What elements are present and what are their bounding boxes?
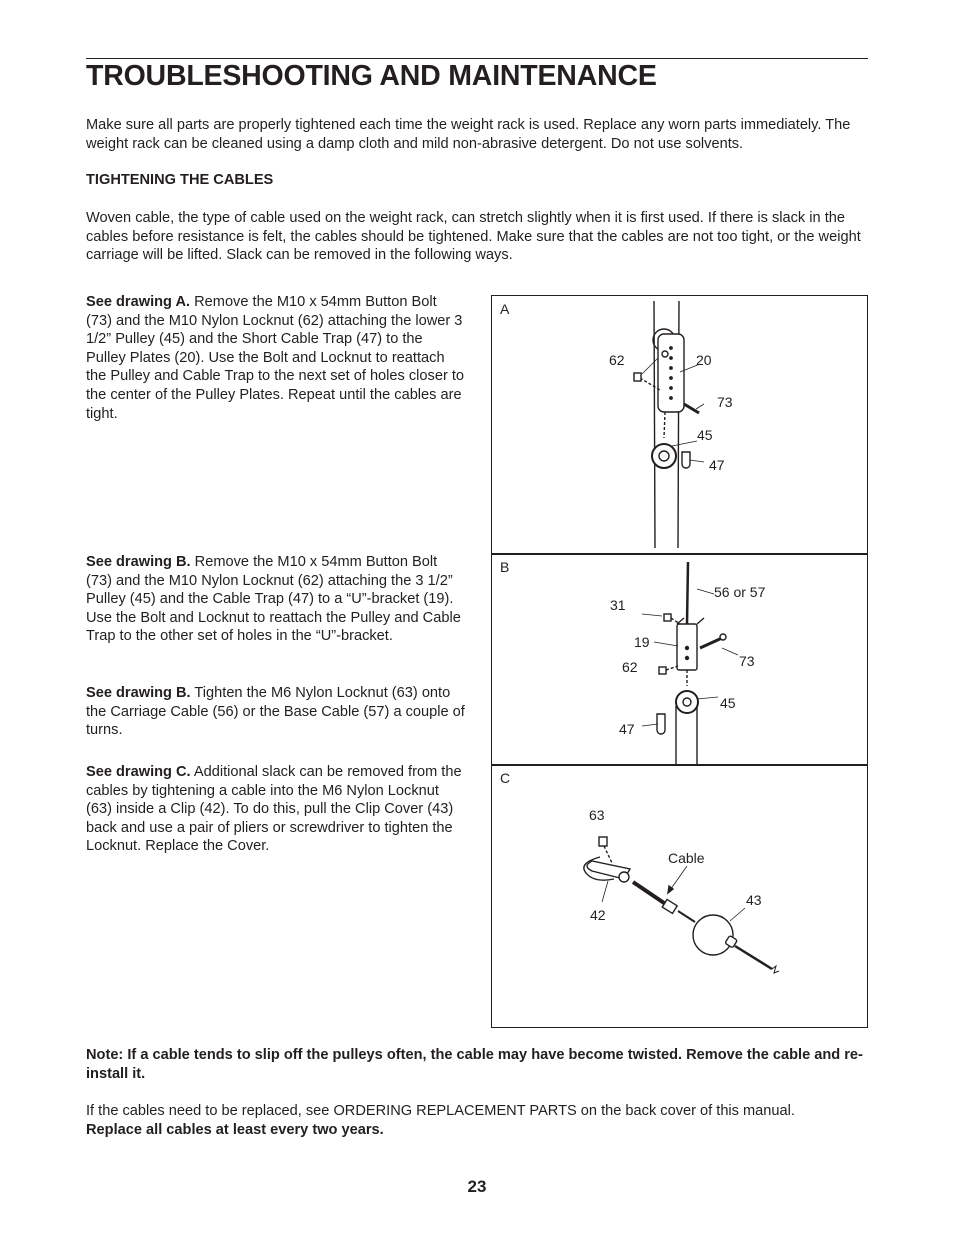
- cables-paragraph: Woven cable, the type of cable used on the weight rack, can stretch slightly when it is first used. If there is slack in the cables before resistance is felt, the cables should be tightened. Make sure that the cables are not too tight, or the weight carriage will be lifted. Slack can be removed in the following ways.: [86, 210, 861, 264]
- step-drawing-b-pulley: See drawing B. Remove the M10 x 54mm Button Bolt (73) and the M10 Nylon Locknut (62) attaching the 3 1/2” Pulley (45) and the Cable Trap (47) to a “U”-bracket (19). Use the Bolt and Locknut to reattach the Pulley and Cable Trap to the other set of holes in the “U”-bracket.: [86, 554, 461, 645]
- drawing-b-letter: B: [500, 559, 510, 575]
- drawing-c: [491, 764, 868, 1028]
- drawing-c-illustration: [492, 765, 866, 1026]
- bolt-73: [700, 638, 722, 648]
- note-paragraph: Note: If a cable tends to slip off the pulleys often, the cable may have become twisted. Remove the cable and re-install it.: [86, 1047, 863, 1082]
- cable: [735, 946, 772, 969]
- cable-trap-47: [682, 452, 690, 468]
- step-drawing-b-locknut: See drawing B. Tighten the M6 Nylon Locknut (63) onto the Carriage Cable (56) or the Base Cable (57) a couple of turns.: [86, 685, 465, 739]
- label-56-or-57: 56 or 57: [714, 584, 766, 600]
- label-42: 42: [590, 907, 606, 923]
- label-19: 19: [634, 634, 650, 650]
- step-drawing-c: See drawing C. Additional slack can be removed from the cables by tightening a cable into the M6 Nylon Locknut (63) inside a Clip (42). To do this, pull the Clip Cover (43) back and use a pair of pliers or screwdriver to tighten the Locknut. Replace the Cover.: [86, 764, 462, 855]
- lower-pulley: [652, 444, 676, 468]
- section-heading: TIGHTENING THE CABLES: [86, 172, 274, 188]
- label-45: 45: [720, 695, 736, 711]
- label-62: 62: [609, 352, 625, 368]
- replacement-paragraph: If the cables need to be replaced, see ORDERING REPLACEMENT PARTS on the back cover of this manual. Replace all cables at least every two years.: [86, 1103, 795, 1138]
- label-31: 31: [610, 597, 626, 613]
- locknut-63: [599, 837, 607, 846]
- clip-cover-43: [693, 915, 733, 955]
- label-62: 62: [622, 659, 638, 675]
- locknut-62: [659, 667, 666, 674]
- drawing-b: [491, 553, 868, 766]
- label-47: 47: [619, 721, 635, 737]
- pulley-plate: [658, 334, 684, 412]
- label-45: 45: [697, 427, 713, 443]
- label-73: 73: [739, 653, 755, 669]
- drawing-a-illustration: [492, 296, 866, 553]
- drawing-a-letter: A: [500, 301, 510, 317]
- locknut-62: [634, 373, 641, 381]
- page-number: 23: [467, 1177, 487, 1196]
- pulley-45: [676, 691, 698, 713]
- carriage-cable: [687, 562, 688, 624]
- drawing-a: [491, 295, 868, 555]
- cable-trap-47: [657, 714, 665, 734]
- label-73: 73: [717, 394, 733, 410]
- step-drawing-a: See drawing A. Remove the M10 x 54mm Button Bolt (73) and the M10 Nylon Locknut (62) attaching the lower 3 1/2” Pulley (45) and the Short Cable Trap (47) to the Pulley Plates (20). Use the Bolt and Locknut to reattach the Pulley and Cable Trap to the next set of holes closer to the center of the Pulley Plates. Repeat until the cables are tight.: [86, 294, 465, 422]
- top-rule: [86, 58, 868, 59]
- label-47: 47: [709, 457, 725, 473]
- page-title: TROUBLESHOOTING AND MAINTENANCE: [86, 60, 657, 92]
- locknut-31: [664, 614, 671, 621]
- label-cable: Cable: [668, 850, 705, 866]
- drawing-b-illustration: [492, 554, 866, 764]
- drawing-c-letter: C: [500, 770, 511, 786]
- intro-paragraph: Make sure all parts are properly tightened each time the weight rack is used. Replace any worn parts immediately. The weight rack can be cleaned using a damp cloth and mild non-abrasive detergent. Do not use solvents.: [86, 117, 851, 152]
- label-43: 43: [746, 892, 762, 908]
- label-20: 20: [696, 352, 712, 368]
- threaded-end: [633, 882, 667, 905]
- label-63: 63: [589, 807, 605, 823]
- cable-left: [654, 301, 655, 548]
